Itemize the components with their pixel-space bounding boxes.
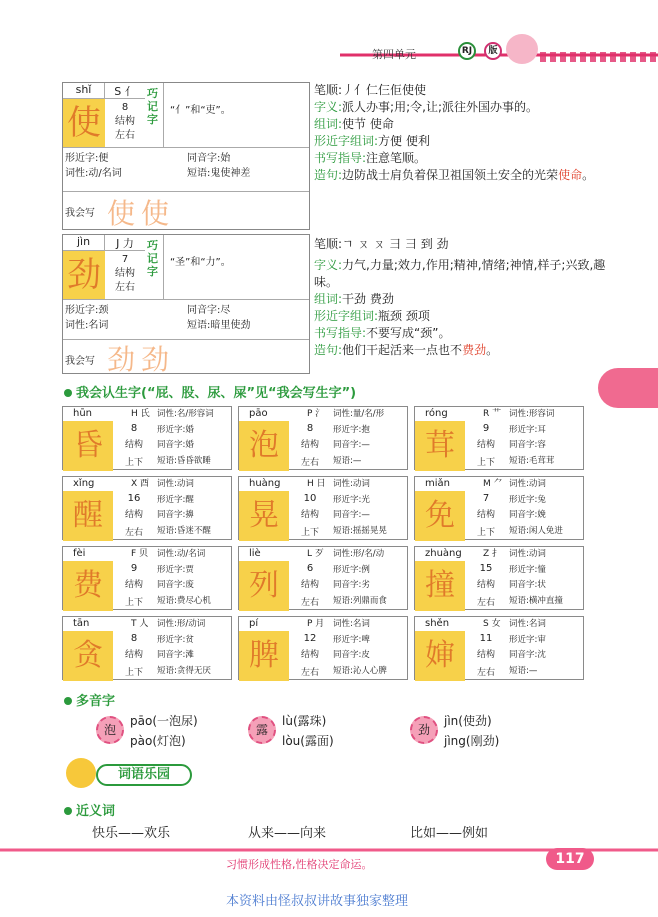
phrase: 短语:鬼使神差: [187, 168, 251, 179]
card-structure: 左右: [300, 598, 319, 608]
card-structure-label: 结构: [300, 440, 319, 450]
card-phrase: 短语:费尽心机: [157, 595, 211, 606]
char-card: [414, 476, 584, 540]
synonym-title: [64, 800, 115, 819]
recognize-title-text: 我会认生字(“屁、股、尿、屎”见“我会写生字”): [76, 386, 357, 401]
write-label: 我会写: [65, 208, 95, 219]
structure-label: 结构: [115, 116, 135, 127]
card-similar: 形近字:光: [333, 494, 370, 505]
reading-2: pào(灯泡): [130, 734, 186, 748]
card-phrase: 短语:沁人心脾: [333, 665, 387, 676]
card-pos: 词性:动词: [509, 479, 546, 489]
card-similar: 形近字:贾: [157, 564, 194, 575]
pinyin: shǐ: [63, 83, 105, 99]
card-pos: 词性:形/动词: [157, 619, 206, 629]
card-strokes: 10: [303, 493, 317, 504]
synonym-1: 快乐——欢乐: [92, 826, 171, 841]
structure-label: 结构: [115, 268, 135, 279]
card-similar: 形近字:抱: [333, 424, 370, 435]
card-homophone: 同音字:废: [157, 580, 194, 590]
card-structure: 左右: [300, 668, 319, 678]
card-phrase: 短语:横冲直撞: [509, 595, 563, 606]
stroke-order: 笔顺:ㄱ ㄡ ㄡ 彐 彐 到 劲: [314, 237, 449, 251]
card-radical: Z 扌: [483, 549, 502, 559]
meaning-label: 字义:: [314, 258, 343, 272]
card-pinyin: xǐng: [73, 478, 95, 489]
card-similar: 形近字:例: [333, 564, 370, 575]
card-structure: 上下: [476, 458, 495, 468]
char-card: [238, 476, 408, 540]
card-structure-label: 结构: [476, 440, 495, 450]
tip-text: “圣”和“力”。: [163, 235, 311, 299]
card-pinyin: liè: [249, 548, 261, 559]
card-structure: 上下: [124, 458, 143, 468]
card-strokes: 7: [482, 493, 490, 504]
character-table-1: [62, 82, 310, 230]
strokes: 7: [121, 254, 129, 265]
entry-2-details: [314, 236, 614, 359]
main-char: 劲: [63, 251, 105, 299]
structure-value: 左右: [115, 282, 135, 293]
card-pos: 词性:动/名词: [157, 549, 206, 559]
card-pinyin: hūn: [73, 408, 93, 419]
footer-motto: 习惯形成性格,性格决定命运。: [226, 858, 373, 871]
phrase: 短语:暗里使劲: [187, 320, 251, 331]
synonym-3: 比如——例如: [410, 826, 489, 841]
card-char: 撞: [415, 561, 465, 611]
reading-1: pāo(一泡尿): [130, 714, 198, 728]
card-strokes: 6: [306, 563, 314, 574]
card-strokes: 9: [130, 563, 138, 574]
card-structure: 上下: [300, 528, 319, 538]
char-card: [238, 406, 408, 470]
char-card: [62, 546, 232, 610]
card-structure-label: 结构: [476, 510, 495, 520]
card-radical: R 艹: [483, 409, 502, 419]
similar-char: 形近字:颈: [65, 305, 109, 316]
card-structure: 左右: [300, 458, 319, 468]
card-phrase: 短语:昏昏欲睡: [157, 455, 211, 466]
card-pinyin: zhuàng: [425, 548, 462, 559]
card-pos: 词性:动词: [333, 479, 370, 489]
card-info: [333, 477, 409, 539]
page-number: 117: [546, 848, 594, 870]
card-structure: 上下: [476, 528, 495, 538]
card-info: [157, 547, 233, 609]
main-char: 使: [63, 99, 105, 147]
guide: 注意笔顺。: [366, 151, 427, 165]
card-pos: 词性:动词: [509, 549, 546, 559]
card-structure-label: 结构: [300, 510, 319, 520]
words: 使节 使命: [342, 117, 394, 131]
card-pos: 词性:动词: [157, 479, 194, 489]
card-strokes: 9: [482, 423, 490, 434]
sentence-key: 费劲: [462, 343, 487, 357]
part-of-speech: 词性:动/名词: [65, 168, 122, 179]
card-pos: 词性:形/名/动: [333, 549, 385, 559]
card-info: [509, 407, 585, 469]
garden-title: 词语乐园: [96, 764, 192, 786]
sentence-pre: 他们干起活来一点也不: [342, 343, 463, 357]
card-structure: 左右: [124, 528, 143, 538]
character-table-2: [62, 234, 310, 374]
header-dots: [540, 52, 658, 62]
card-similar: 形近字:兔: [509, 494, 546, 505]
card-similar: 形近字:贫: [157, 634, 194, 645]
card-radical: S 女: [483, 619, 501, 629]
words-label: 组词:: [314, 292, 343, 306]
card-homophone: 同音字:婚: [157, 440, 194, 450]
homophone-char: 同音字:始: [187, 153, 231, 164]
card-pinyin: tān: [73, 618, 90, 629]
trace-chars: 劲劲: [107, 343, 176, 376]
similar-words-label: 形近字组词:: [314, 134, 379, 148]
card-structure: 上下: [124, 598, 143, 608]
card-similar: 形近字:醒: [157, 494, 194, 505]
card-phrase: 短语:昏迷不醒: [157, 525, 211, 536]
char-card: [62, 616, 232, 680]
part-of-speech: 词性:名词: [65, 320, 109, 331]
recognize-title: [64, 382, 356, 401]
card-radical: L 歹: [307, 549, 324, 559]
card-structure-label: 结构: [476, 580, 495, 590]
polyphone-title-text: 多音字: [76, 694, 116, 709]
char-card: [238, 546, 408, 610]
card-char: 醒: [63, 491, 113, 541]
card-char: 脾: [239, 631, 289, 681]
card-structure: 左右: [476, 668, 495, 678]
card-structure-label: 结构: [124, 510, 143, 520]
card-pos: 词性:名词: [509, 619, 546, 629]
flower-char-icon: 露: [248, 716, 276, 744]
edition-badge: RJ: [458, 42, 476, 60]
card-homophone: 同音字:滩: [157, 650, 194, 660]
write-label: 我会写: [65, 356, 95, 367]
sentence-label: 造句:: [314, 168, 343, 182]
bullet-icon: [64, 697, 72, 705]
footer-note: 本资料由怪叔叔讲故事独家整理: [226, 894, 409, 909]
card-pinyin: pí: [249, 618, 259, 629]
tip-label: 巧记字: [147, 87, 158, 126]
strokes: 8: [121, 102, 129, 113]
card-pinyin: pāo: [249, 408, 268, 419]
card-phrase: 短语:—: [333, 455, 362, 466]
char-card: [414, 616, 584, 680]
card-structure-label: 结构: [124, 650, 143, 660]
stroke-order: 笔顺:丿亻仁仨佢使使: [314, 83, 427, 97]
char-card: [238, 616, 408, 680]
synonym-2: 从来——向来: [248, 826, 327, 841]
version-badge: 版: [484, 42, 502, 60]
cartoon-girl-icon: [506, 34, 538, 64]
structure-value: 左右: [115, 130, 135, 141]
card-similar: 形近字:审: [509, 634, 546, 645]
guide-label: 书写指导:: [314, 326, 367, 340]
unit-label: 第四单元: [372, 48, 416, 61]
card-similar: 形近字:啤: [333, 634, 370, 645]
card-strokes: 8: [306, 423, 314, 434]
card-phrase: 短语:列鼎而食: [333, 595, 387, 606]
pinyin: jìn: [63, 235, 105, 251]
card-structure: 上下: [124, 668, 143, 678]
stroke-count: [105, 101, 145, 115]
mascot-icon: [66, 758, 96, 788]
card-pinyin: huàng: [249, 478, 281, 489]
card-similar: 形近字:耳: [509, 424, 546, 435]
card-info: [157, 477, 233, 539]
card-structure-label: 结构: [124, 580, 143, 590]
trace-chars: 使使: [107, 197, 176, 230]
flower-char-icon: 泡: [96, 716, 124, 744]
card-phrase: 短语:闲人免进: [509, 525, 563, 536]
card-info: [509, 477, 585, 539]
card-homophone: 同音字:娩: [509, 510, 546, 520]
similar-words: 瓶颈 颈项: [378, 309, 430, 323]
card-char: 免: [415, 491, 465, 541]
similar-words-label: 形近字组词:: [314, 309, 379, 323]
card-structure-label: 结构: [300, 580, 319, 590]
card-radical: M ⺈: [483, 479, 503, 489]
card-strokes: 15: [479, 563, 493, 574]
reading-1: jìn(使劲): [444, 714, 492, 728]
card-char: 晃: [239, 491, 289, 541]
card-phrase: 短语:—: [509, 665, 538, 676]
sentence-post: 。: [582, 168, 595, 182]
card-structure-label: 结构: [300, 650, 319, 660]
guide: 不要写成“颈”。: [366, 326, 451, 340]
card-phrase: 短语:摇摇晃晃: [333, 525, 387, 536]
flower-char-icon: 劲: [410, 716, 438, 744]
card-strokes: 8: [130, 423, 138, 434]
card-info: [157, 617, 233, 679]
tip-label: 巧记字: [147, 239, 158, 278]
entry-1-details: [314, 82, 614, 184]
radical: J 力: [105, 235, 145, 251]
card-structure: 左右: [476, 598, 495, 608]
reading-2: jìng(刚劲): [444, 734, 500, 748]
card-pos: 词性:名/形容词: [157, 409, 214, 419]
card-strokes: 8: [130, 633, 138, 644]
card-phrase: 短语:毛茸茸: [509, 455, 555, 466]
card-info: [333, 547, 409, 609]
card-radical: F 贝: [131, 549, 149, 559]
card-radical: P 月: [307, 619, 325, 629]
bullet-icon: [64, 389, 72, 397]
card-similar: 形近字:婚: [157, 424, 194, 435]
synonym-title-text: 近义词: [76, 804, 116, 819]
card-phrase: 短语:贪得无厌: [157, 665, 211, 676]
card-info: [333, 617, 409, 679]
card-pinyin: miǎn: [425, 478, 450, 489]
card-homophone: 同音字:擤: [157, 510, 194, 520]
card-homophone: 同音字:沈: [509, 650, 546, 660]
card-pos: 词性:量/名/形: [333, 409, 385, 419]
card-strokes: 11: [479, 633, 493, 644]
card-strokes: 12: [303, 633, 317, 644]
similar-words: 方便 便利: [378, 134, 430, 148]
char-card: [62, 476, 232, 540]
card-structure-label: 结构: [124, 440, 143, 450]
sentence-post: 。: [486, 343, 499, 357]
card-radical: X 酉: [131, 479, 150, 489]
tip-text: “亻”和“吏”。: [163, 83, 311, 147]
similar-char: 形近字:便: [65, 153, 109, 164]
card-radical: P 氵: [307, 409, 325, 419]
card-similar: 形近字:憧: [509, 564, 546, 575]
radical: S 亻: [105, 83, 145, 99]
char-card: [414, 406, 584, 470]
card-char: 列: [239, 561, 289, 611]
card-info: [509, 617, 585, 679]
char-card: [62, 406, 232, 470]
card-char: 昏: [63, 421, 113, 471]
card-pinyin: róng: [425, 408, 448, 419]
card-pos: 词性:名词: [333, 619, 370, 629]
card-radical: H 氏: [131, 409, 150, 419]
card-homophone: 同音字:状: [509, 580, 546, 590]
card-char: 贪: [63, 631, 113, 681]
words-label: 组词:: [314, 117, 343, 131]
words: 干劲 费劲: [342, 292, 394, 306]
polyphone-title: [64, 690, 115, 709]
homophone-char: 同音字:尽: [187, 305, 231, 316]
meaning: 派人办事;用;令,让;派往外国办事的。: [342, 100, 538, 114]
sentence-pre: 边防战士肩负着保卫祖国领土安全的光荣: [342, 168, 559, 182]
card-pos: 词性:形容词: [509, 409, 555, 419]
card-radical: T 人: [131, 619, 149, 629]
card-strokes: 16: [127, 493, 141, 504]
card-homophone: 同音字:劣: [333, 580, 370, 590]
card-char: 婶: [415, 631, 465, 681]
card-char: 茸: [415, 421, 465, 471]
guide-label: 书写指导:: [314, 151, 367, 165]
card-pinyin: shěn: [425, 618, 450, 629]
card-homophone: 同音字:容: [509, 440, 546, 450]
card-char: 费: [63, 561, 113, 611]
card-homophone: 同音字:皮: [333, 650, 370, 660]
side-mascot-tab: [598, 368, 658, 408]
card-structure-label: 结构: [476, 650, 495, 660]
meaning-label: 字义:: [314, 100, 343, 114]
card-char: 泡: [239, 421, 289, 471]
card-radical: H 日: [307, 479, 326, 489]
reading-1: lù(露珠): [282, 714, 327, 728]
reading-2: lòu(露面): [282, 734, 334, 748]
card-homophone: 同音字:—: [333, 510, 370, 520]
card-info: [157, 407, 233, 469]
card-info: [333, 407, 409, 469]
char-card: [414, 546, 584, 610]
meaning: 力气,力量;效力,作用;精神,情绪;神情,样子;兴致,趣味。: [314, 258, 606, 289]
sentence-label: 造句:: [314, 343, 343, 357]
sentence-key: 使命: [558, 168, 583, 182]
card-pinyin: fèi: [73, 548, 86, 559]
card-info: [509, 547, 585, 609]
card-homophone: 同音字:—: [333, 440, 370, 450]
bullet-icon: [64, 807, 72, 815]
